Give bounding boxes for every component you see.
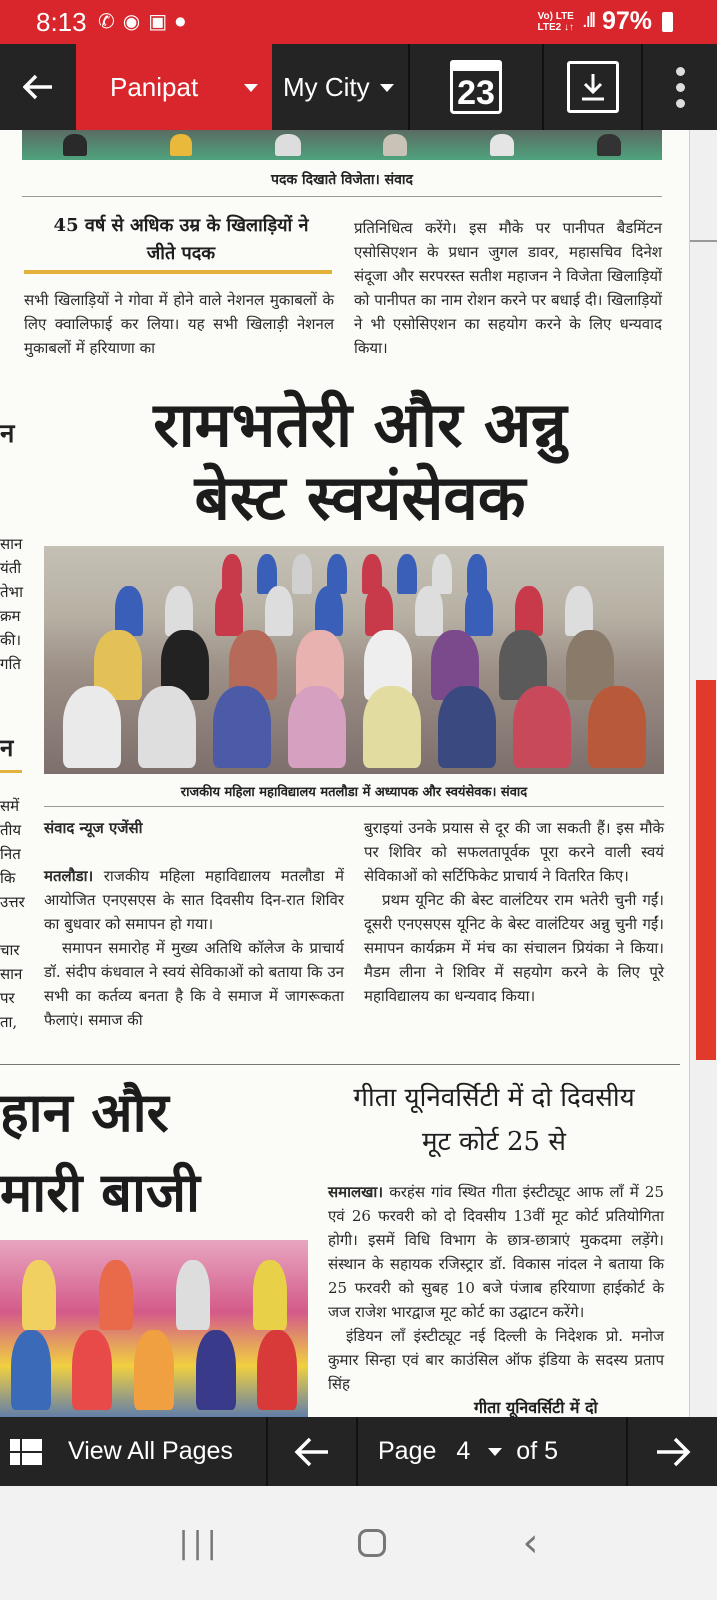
arrow-right-icon xyxy=(655,1437,691,1467)
headline-underline xyxy=(24,270,332,274)
app-toolbar xyxy=(0,44,717,130)
my-city-dropdown[interactable] xyxy=(273,44,410,130)
left-edge-column: न सान यंती तेभा क्रम की। गति न समें तीय नित कि उत्तर चार सान पर ता, xyxy=(0,419,25,1031)
notification-icons xyxy=(98,9,186,33)
recent-apps-button[interactable]: ||| xyxy=(178,1525,221,1561)
story1-left-text: सभी खिलाड़ियों ने गोवा में होने वाले नेशनल मुकाबलों के लिए क्वालिफाई कर लिया। यह सभी खिलाड़ी नेशनल मुकाबलों में हरियाणा का xyxy=(24,291,334,357)
battery-percent: 97% xyxy=(601,7,652,35)
chevron-down-icon xyxy=(244,84,258,92)
story3-continuation: गीता यूनिवर्सिटी में दो xyxy=(474,1398,598,1417)
chrome-icon: ◉ xyxy=(122,9,141,33)
group-photo-caption: राजकीय महिला महाविद्यालय मतलौडा में अध्यापक और स्वयंसेवक। संवाद xyxy=(180,785,528,800)
top-photo xyxy=(22,130,662,160)
story2-right-text: बुराइयां उनके प्रयास से दूर की जा सकती हैं। इस मौके पर शिविर को सफलतापूर्वक पूरा करने वाली स्वयं सेविकाओं को सर्टिफिकेट प्राचार्य ने वितरित किए। प्रथम यूनिट की बेस्ट वालंटियर राम भतेरी चुनी गईं। दूसरी एनएसएस यूनिट के बेस्ट वालंटियर अन्नु चुनी गईं। समापन कार्यक्रम में मंच का संचालन प्रियंका ने किया। मैडम लीना ने शिविर में सहयोग करने के लिए पूरे महाविद्यालय का धन्यवाद किया। xyxy=(364,819,664,1005)
chevron-down-icon xyxy=(488,1448,502,1456)
story3-headline: गीता यूनिवर्सिटी में दो दिवसीय मूट कोर्ट 25 से xyxy=(353,1083,635,1157)
download-button[interactable] xyxy=(544,44,643,130)
network-indicator: Vo) LTE LTE2 ↓↑ xyxy=(537,10,574,33)
arrow-left-icon xyxy=(294,1437,330,1467)
top-photo-caption: पदक दिखाते विजेता। संवाद xyxy=(271,172,413,188)
status-bar xyxy=(0,0,717,44)
group-photo xyxy=(44,546,664,774)
my-city-label: My City xyxy=(283,71,370,102)
system-back-button[interactable]: ‹ xyxy=(522,1520,539,1566)
download-icon xyxy=(567,61,619,113)
page-selector[interactable] xyxy=(358,1417,628,1486)
more-vert-icon xyxy=(676,67,685,76)
next-page-button[interactable] xyxy=(628,1417,717,1486)
calendar-icon xyxy=(450,60,502,114)
story3-text: समालखा। करहंस गांव स्थित गीता इंस्टीट्यूट आफ लॉं में 25 एवं 26 फरवरी को दो दिवसीय 13वीं मूट कोर्ट प्रतियोगिता होगी। इसमें विधि विभाग के छात्र-छात्राएं मुकदमा लड़ेंगे। संस्थान के सहायक रजिस्ट्रार डॉ. विकास नांदल ने बताया कि 25 फरवरी को सुबह 10 बजे पंजाब हरियाणा हाईकोर्ट के जज राजेश भारद्वाज मूट कोर्ट का उद्घाटन करेंगे। इंडियन लॉं इंस्टीट्यूट नई दिल्ली के निदेशक प्रो. मनोज कुमार सिन्हा एवं बार काउंसिल ऑफ इंडिया के सदस्य प्रताप सिंह xyxy=(328,1183,664,1393)
home-button[interactable] xyxy=(358,1529,386,1557)
calendar-button[interactable] xyxy=(410,44,544,130)
previous-page-button[interactable] xyxy=(268,1417,358,1486)
kids-photo xyxy=(0,1240,308,1417)
page-total: of 5 xyxy=(516,1437,558,1465)
page-scrollbar[interactable] xyxy=(689,130,717,1417)
story1-headline: 45 वर्ष से अधिक उम्र के खिलाड़ियों ने जीते पदक xyxy=(53,215,309,264)
calendar-day: 23 xyxy=(457,74,495,112)
more-options-button[interactable] xyxy=(643,44,717,130)
back-button[interactable] xyxy=(0,44,76,130)
arrow-left-icon xyxy=(23,74,53,100)
city-label: Panipat xyxy=(110,71,199,102)
story2-headline: रामभतेरी और अन्नु बेस्ट स्वयंसेवक xyxy=(153,388,567,535)
city-dropdown[interactable] xyxy=(76,44,272,130)
scroll-thumb[interactable] xyxy=(696,680,716,1060)
dot-icon: ● xyxy=(175,14,186,28)
page-navigation-bar xyxy=(0,1417,717,1486)
battery-icon xyxy=(662,12,673,32)
grid-icon xyxy=(10,1439,42,1465)
chevron-down-icon xyxy=(380,84,394,92)
view-all-pages-button[interactable] xyxy=(0,1417,268,1486)
page-label: Page xyxy=(378,1437,437,1465)
story2-byline: संवाद न्यूज एजेंसी xyxy=(44,819,143,837)
status-time: 8:13 xyxy=(36,7,87,37)
story2-left-text: मतलौडा। राजकीय महिला महाविद्यालय मतलौडा में आयोजित एनएसएस के सात दिवसीय दिन-रात शिविर का बुधवार को समापन हो गया। समापन समारोह में मुख्य अतिथि कॉलेज के प्राचार्य डॉ. संदीप कंधवाल ने स्वयं सेविकाओं को बताया कि उन सभी का कर्तव्य बनता है कि वे समाज में जागरूकता फैलाएं। समाज की xyxy=(44,867,344,1029)
signal-icon: .ıll xyxy=(581,10,594,32)
epaper-viewer[interactable] xyxy=(0,130,717,1417)
gallery-icon: ▣ xyxy=(148,9,168,33)
story1-right-text: प्रतिनिधित्व करेंगे। इस मौके पर पानीपत बैडमिंटन एसोसिएशन के प्रधान जुगल डावर, महासचिव दिनेश संदूजा और सरपरस्त सतीश महाजन ने विजेता खिलाड़ियों को पानीपत का नाम रोशन करने पर बधाई दी। खिलाड़ियों ने भी एसोसिएशन का सहयोग करने के लिए धन्यवाद किया। xyxy=(354,219,662,357)
system-navigation-bar xyxy=(0,1486,717,1600)
whatsapp-icon: ✆ xyxy=(98,9,115,33)
story4-headline: हान और मारी बाजी xyxy=(0,1080,201,1224)
view-all-label: View All Pages xyxy=(68,1437,233,1465)
page-number: 4 xyxy=(456,1437,471,1465)
